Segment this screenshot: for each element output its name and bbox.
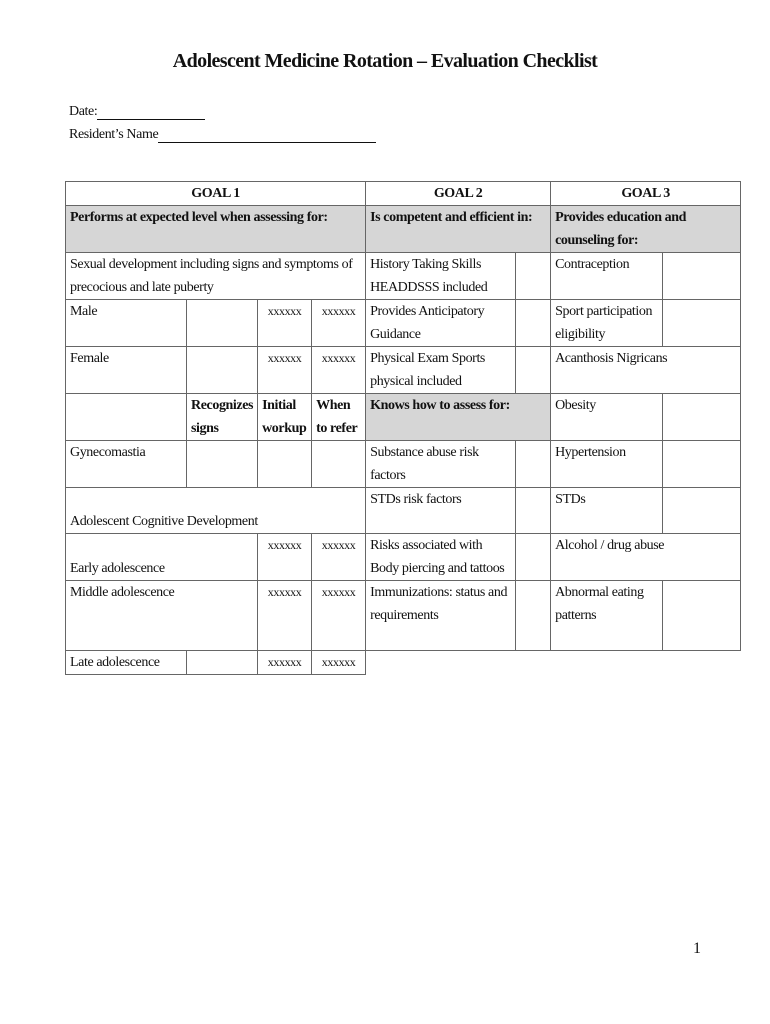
female-refer-marker: xxxxxx [312,347,366,394]
gynecomastia-initial-check[interactable] [258,441,312,488]
recognizes-signs-header: Recognizes signs [187,394,258,441]
knows-how-to-assess-header: Knows how to assess for: [366,394,551,441]
male-refer-marker: xxxxxx [312,300,366,347]
when-to-refer-header: When to refer [312,394,366,441]
table-row [66,651,741,675]
goal-2-header: GOAL 2 [366,182,551,206]
table-row [66,300,741,347]
goal-3-header: GOAL 3 [551,182,741,206]
late-refer-marker: xxxxxx [312,651,366,675]
obesity-check[interactable] [663,394,741,441]
sport-participation-check[interactable] [663,300,741,347]
physical-exam-label: Physical Exam Sports physical included [366,347,516,394]
goal-header-row [66,182,741,206]
history-taking-label: History Taking Skills HEADDSSS included [366,253,516,300]
physical-exam-check[interactable] [516,347,551,394]
gynecomastia-refer-check[interactable] [312,441,366,488]
immunizations-label: Immunizations: status and requirements [366,581,516,651]
stds-risk-label: STDs risk factors [366,488,516,534]
table-row [66,441,741,488]
cognitive-development-label: Adolescent Cognitive Development [66,488,366,534]
gynecomastia-label: Gynecomastia [66,441,187,488]
document-title: Adolescent Medicine Rotation – Evaluation Checklist [172,50,598,72]
early-initial-marker: xxxxxx [258,534,312,581]
substance-abuse-label: Substance abuse risk factors [366,441,516,488]
date-field [69,104,205,120]
hypertension-check[interactable] [663,441,741,488]
immunizations-check[interactable] [516,581,551,651]
middle-adolescence-label: Middle adolescence [66,581,258,651]
acanthosis-label: Acanthosis Nigricans [551,347,741,394]
gynecomastia-recognizes-check[interactable] [187,441,258,488]
resident-name-label: Resident’s Name [69,127,159,142]
goal-3-subheader: Provides education and counseling for: [551,206,741,253]
abnormal-eating-label: Abnormal eating patterns [551,581,663,651]
piercing-risks-check[interactable] [516,534,551,581]
male-initial-marker: xxxxxx [258,300,312,347]
date-label: Date: [69,104,98,119]
early-adolescence-label: Early adolescence [66,534,258,581]
hypertension-label: Hypertension [551,441,663,488]
substance-abuse-check[interactable] [516,441,551,488]
table-row [66,534,741,581]
piercing-risks-label: Risks associated with Body piercing and tattoos [366,534,516,581]
table-row [66,581,741,651]
table-row [66,347,741,394]
stds-label: STDs [551,488,663,534]
sexual-development-label: Sexual development including signs and symptoms of precocious and late puberty [66,253,366,300]
late-initial-marker: xxxxxx [258,651,312,675]
stds-risk-check[interactable] [516,488,551,534]
initial-workup-header: Initial workup [258,394,312,441]
table-row [66,253,741,300]
obesity-label: Obesity [551,394,663,441]
goal-1-subheader: Performs at expected level when assessing for: [66,206,366,253]
resident-name-field [69,127,376,143]
alcohol-drug-label: Alcohol / drug abuse [551,534,741,581]
date-blank[interactable] [97,105,205,120]
female-initial-marker: xxxxxx [258,347,312,394]
sport-participation-label: Sport participation eligibility [551,300,663,347]
resident-name-blank[interactable] [158,128,376,143]
anticipatory-guidance-label: Provides Anticipatory Guidance [366,300,516,347]
subheader-row [66,206,741,253]
blank-header-cell [66,394,187,441]
late-adolescence-label: Late adolescence [66,651,187,675]
goal-2-subheader: Is competent and efficient in: [366,206,551,253]
anticipatory-guidance-check[interactable] [516,300,551,347]
table-row [66,488,741,534]
male-label: Male [66,300,187,347]
female-recognizes-check[interactable] [187,347,258,394]
female-label: Female [66,347,187,394]
stds-check[interactable] [663,488,741,534]
early-refer-marker: xxxxxx [312,534,366,581]
column-header-row [66,394,741,441]
abnormal-eating-check[interactable] [663,581,741,651]
page-number: 1 [693,940,701,957]
late-recognizes-check[interactable] [187,651,258,675]
contraception-check[interactable] [663,253,741,300]
male-recognizes-check[interactable] [187,300,258,347]
middle-initial-marker: xxxxxx [258,581,312,651]
contraception-label: Contraception [551,253,663,300]
middle-refer-marker: xxxxxx [312,581,366,651]
goal-1-header: GOAL 1 [66,182,366,206]
history-taking-check[interactable] [516,253,551,300]
checklist-table [65,181,741,675]
